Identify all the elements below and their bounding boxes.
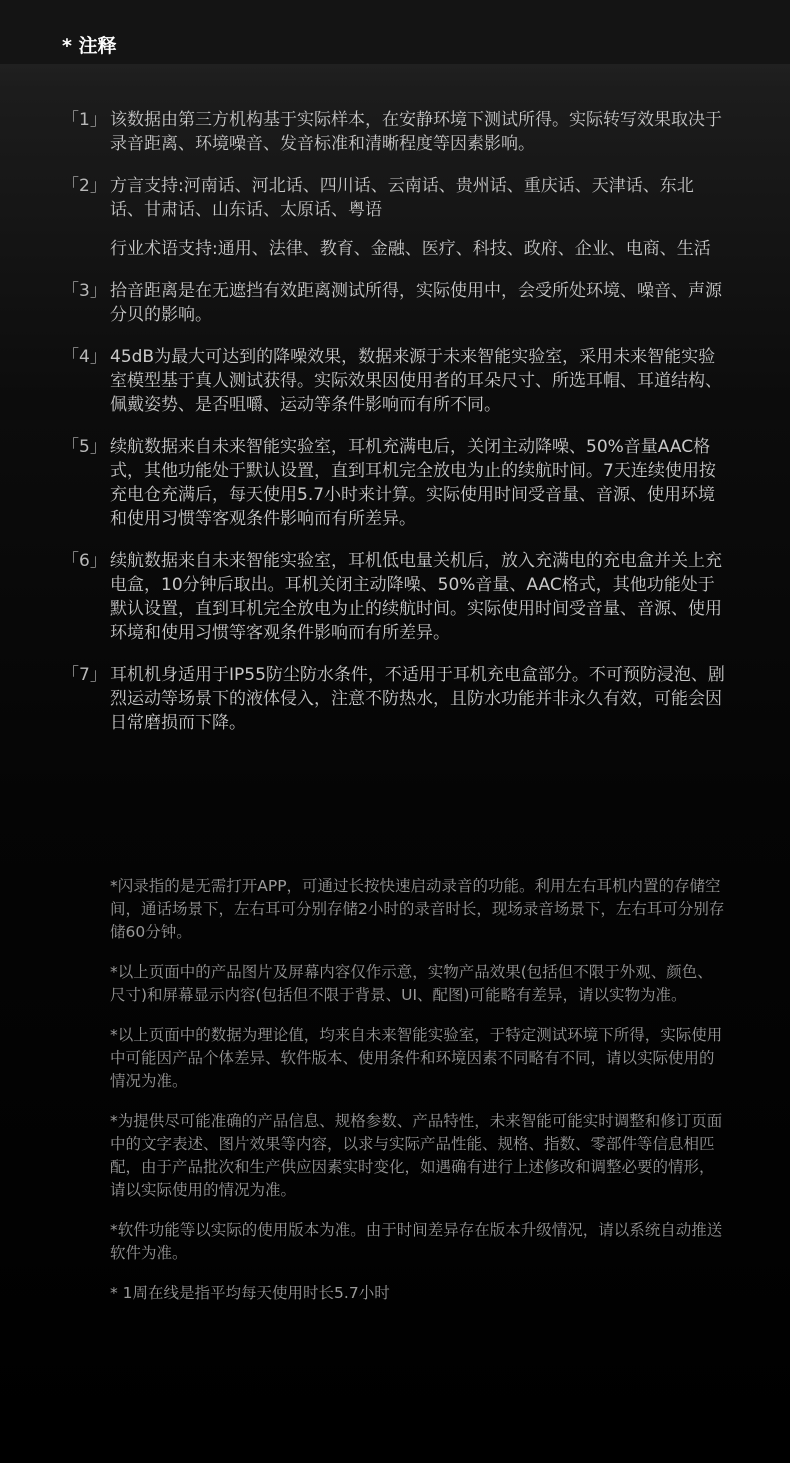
footnote: *以上页面中的产品图片及屏幕内容仅作示意，实物产品效果(包括但不限于外观、颜色、尺寸)和屏幕显示内容(包括但不限于背景、UI、配图)可能略有差异，请以实物为准。	[110, 963, 713, 1004]
note-number: 「7」	[62, 665, 107, 685]
note-text: 耳机机身适用于IP55防尘防水条件，不适用于耳机充电盒部分。不可预防浸泡、剧烈运动等场景下的液体侵入，注意不防热水，且防水功能并非永久有效，可能会因日常磨损而下降。	[110, 665, 725, 733]
note-number: 「2」	[62, 176, 107, 196]
notes-title: * 注释	[62, 35, 117, 57]
note-number: 「3」	[62, 281, 107, 301]
note-6	[0, 549, 790, 645]
note-text: 拾音距离是在无遮挡有效距离测试所得，实际使用中，会受所处环境、噪音、声源分贝的影响。	[110, 281, 722, 325]
numbered-notes	[0, 108, 790, 753]
note-2	[0, 174, 790, 261]
note-4	[0, 345, 790, 417]
disclaimer-footnotes	[110, 875, 726, 1322]
footnote: *以上页面中的数据为理论值，均来自未来智能实验室，于特定测试环境下所得，实际使用中可能因产品个体差异、软件版本、使用条件和环境因素不同略有不同，请以实际使用的情况为准。	[110, 1026, 723, 1090]
footnote: * 1周在线是指平均每天使用时长5.7小时	[110, 1284, 390, 1302]
note-text: 续航数据来自未来智能实验室，耳机低电量关机后，放入充满电的充电盒并关上充电盒，10分钟后取出。耳机关闭主动降噪、50%音量、AAC格式，其他功能处于默认设置，直到耳机完全放电为止的续航时间。实际使用时间受音量、音源、使用环境和使用习惯等客观条件影响而有所差异。	[110, 551, 722, 643]
note-5	[0, 435, 790, 531]
note-1	[0, 108, 790, 156]
note-number: 「1」	[62, 110, 107, 130]
note-number: 「4」	[62, 347, 107, 367]
note-text: 45dB为最大可达到的降噪效果，数据来源于未来智能实验室，采用未来智能实验室模型基于真人测试获得。实际效果因使用者的耳朵尺寸、所选耳帽、耳道结构、佩戴姿势、是否咀嚼、运动等条件影响而有所不同。	[110, 347, 722, 415]
note-number: 「6」	[62, 551, 107, 571]
footnote: *为提供尽可能准确的产品信息、规格参数、产品特性，未来智能可能实时调整和修订页面中的文字表述、图片效果等内容，以求与实际产品性能、规格、指数、零部件等信息相匹配，由于产品批次和生产供应因素实时变化，如遇确有进行上述修改和调整必要的情形，请以实际使用的情况为准。	[110, 1112, 723, 1199]
note-7	[0, 663, 790, 735]
note-text: 方言支持:河南话、河北话、四川话、云南话、贵州话、重庆话、天津话、东北话、甘肃话、山东话、太原话、粤语	[110, 176, 694, 220]
note-text: 续航数据来自未来智能实验室，耳机充满电后，关闭主动降噪、50%音量AAC格式，其他功能处于默认设置，直到耳机完全放电为止的续航时间。7天连续使用按充电仓充满后，每天使用5.7小时来计算。实际使用时间受音量、音源、使用环境和使用习惯等客观条件影响而有所差异。	[110, 437, 716, 529]
note-text: 该数据由第三方机构基于实际样本，在安静环境下测试所得。实际转写效果取决于录音距离、环境噪音、发音标准和清晰程度等因素影响。	[110, 110, 722, 154]
footnote: *闪录指的是无需打开APP，可通过长按快速启动录音的功能。利用左右耳机内置的存储空间，通话场景下，左右耳可分别存储2小时的录音时长，现场录音场景下，左右耳可分别存储60分钟。	[110, 877, 725, 941]
notes-header	[0, 0, 790, 64]
note-3	[0, 279, 790, 327]
note-text: 行业术语支持:通用、法律、教育、金融、医疗、科技、政府、企业、电商、生活	[110, 239, 711, 259]
footnote: *软件功能等以实际的使用版本为准。由于时间差异存在版本升级情况，请以系统自动推送软件为准。	[110, 1221, 723, 1262]
note-number: 「5」	[62, 437, 107, 457]
